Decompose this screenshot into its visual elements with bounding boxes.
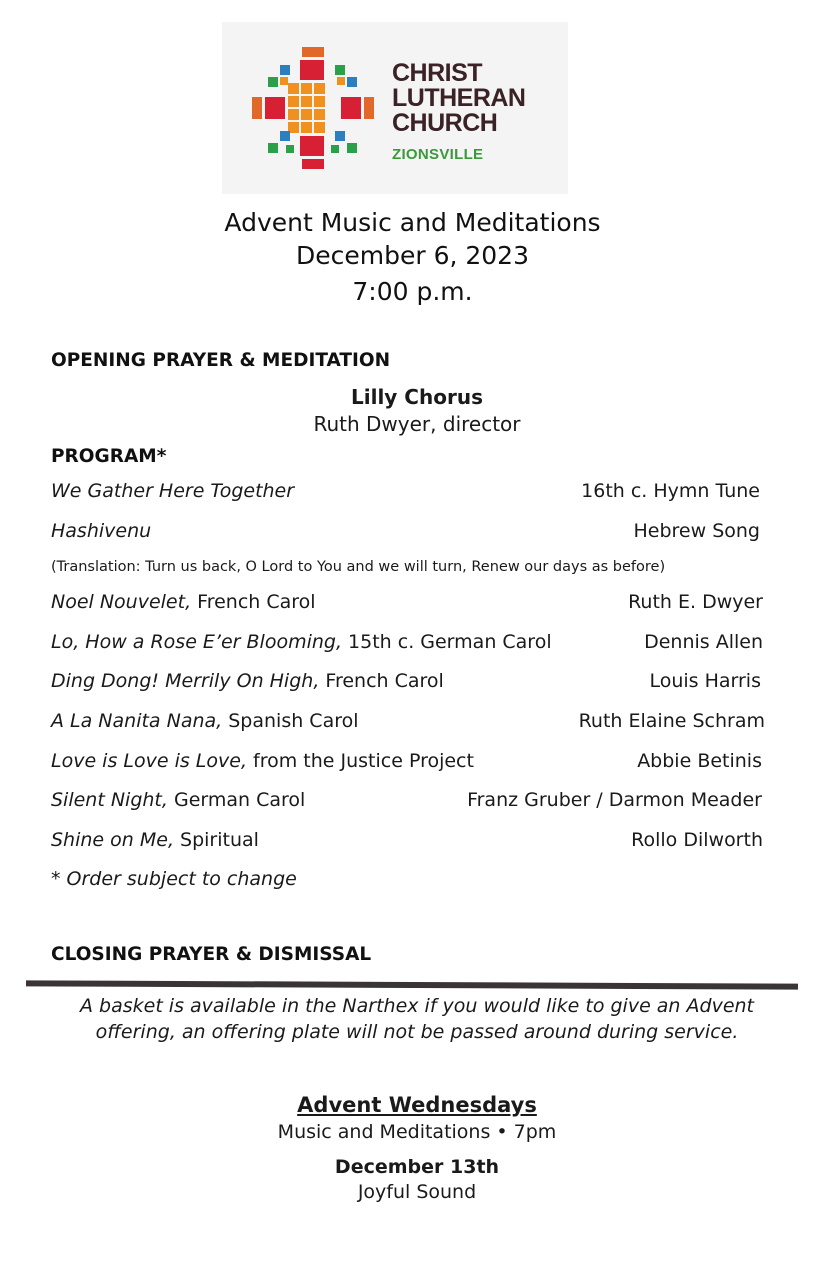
program-item-credit: Rollo Dilworth	[631, 829, 763, 851]
program-item-title: Shine on Me, Spiritual	[51, 829, 259, 851]
section-divider	[26, 980, 798, 989]
program-item-title: Hashivenu	[51, 520, 152, 542]
choir-director: Ruth Dwyer, director	[313, 412, 521, 436]
program-heading: PROGRAM*	[51, 446, 167, 467]
logo-line-church: CHURCH	[392, 109, 498, 137]
program-item-credit: 16th c. Hymn Tune	[581, 480, 760, 502]
logo-line-lutheran: LUTHERAN	[392, 84, 526, 112]
translation-note: (Translation: Turn us back, O Lord to You and we will turn, Renew our days as before)	[51, 559, 666, 575]
advent-event: Joyful Sound	[357, 1181, 477, 1203]
program-item-title: Lo, How a Rose E’er Blooming, 15th c. German Carol	[51, 631, 552, 653]
program-item-title: A La Nanita Nana, Spanish Carol	[51, 710, 359, 732]
logo-line-christ: CHRIST	[392, 59, 483, 87]
advent-heading: Advent Wednesdays	[297, 1093, 537, 1117]
order-note: * Order subject to change	[51, 868, 297, 890]
offering-line-2: offering, an offering plate will not be passed around during service.	[95, 1021, 739, 1043]
church-cross-logo-icon	[250, 45, 375, 173]
program-item-title: Noel Nouvelet, French Carol	[51, 591, 316, 613]
page-title: Advent Music and Meditations	[224, 208, 601, 237]
program-item-credit: Louis Harris	[649, 670, 761, 692]
program-item-credit: Hebrew Song	[633, 520, 760, 542]
program-item-title: We Gather Here Together	[51, 480, 295, 502]
event-time: 7:00 p.m.	[352, 277, 473, 306]
program-item-credit: Franz Gruber / Darmon Meader	[467, 789, 762, 811]
offering-line-1: A basket is available in the Narthex if you would like to give an Advent	[79, 995, 755, 1017]
program-item-credit: Ruth Elaine Schram	[578, 710, 765, 732]
program-item-title: Ding Dong! Merrily On High, French Carol	[51, 670, 444, 692]
logo-location: ZIONSVILLE	[392, 146, 484, 163]
program-item-title: Love is Love is Love, from the Justice Project	[51, 750, 474, 772]
program-item-credit: Abbie Betinis	[637, 750, 762, 772]
event-date: December 6, 2023	[295, 241, 529, 270]
program-item-credit: Ruth E. Dwyer	[628, 591, 763, 613]
logo-wordmark	[392, 61, 526, 136]
advent-date: December 13th	[334, 1156, 500, 1178]
choir-name: Lilly Chorus	[351, 385, 483, 409]
offering-note	[0, 993, 825, 1045]
opening-heading: OPENING PRAYER & MEDITATION	[51, 350, 391, 371]
program-item-credit: Dennis Allen	[644, 631, 763, 653]
closing-heading: CLOSING PRAYER & DISMISSAL	[51, 944, 372, 965]
advent-subtitle: Music and Meditations • 7pm	[277, 1121, 557, 1143]
program-item-title: Silent Night, German Carol	[51, 789, 306, 811]
